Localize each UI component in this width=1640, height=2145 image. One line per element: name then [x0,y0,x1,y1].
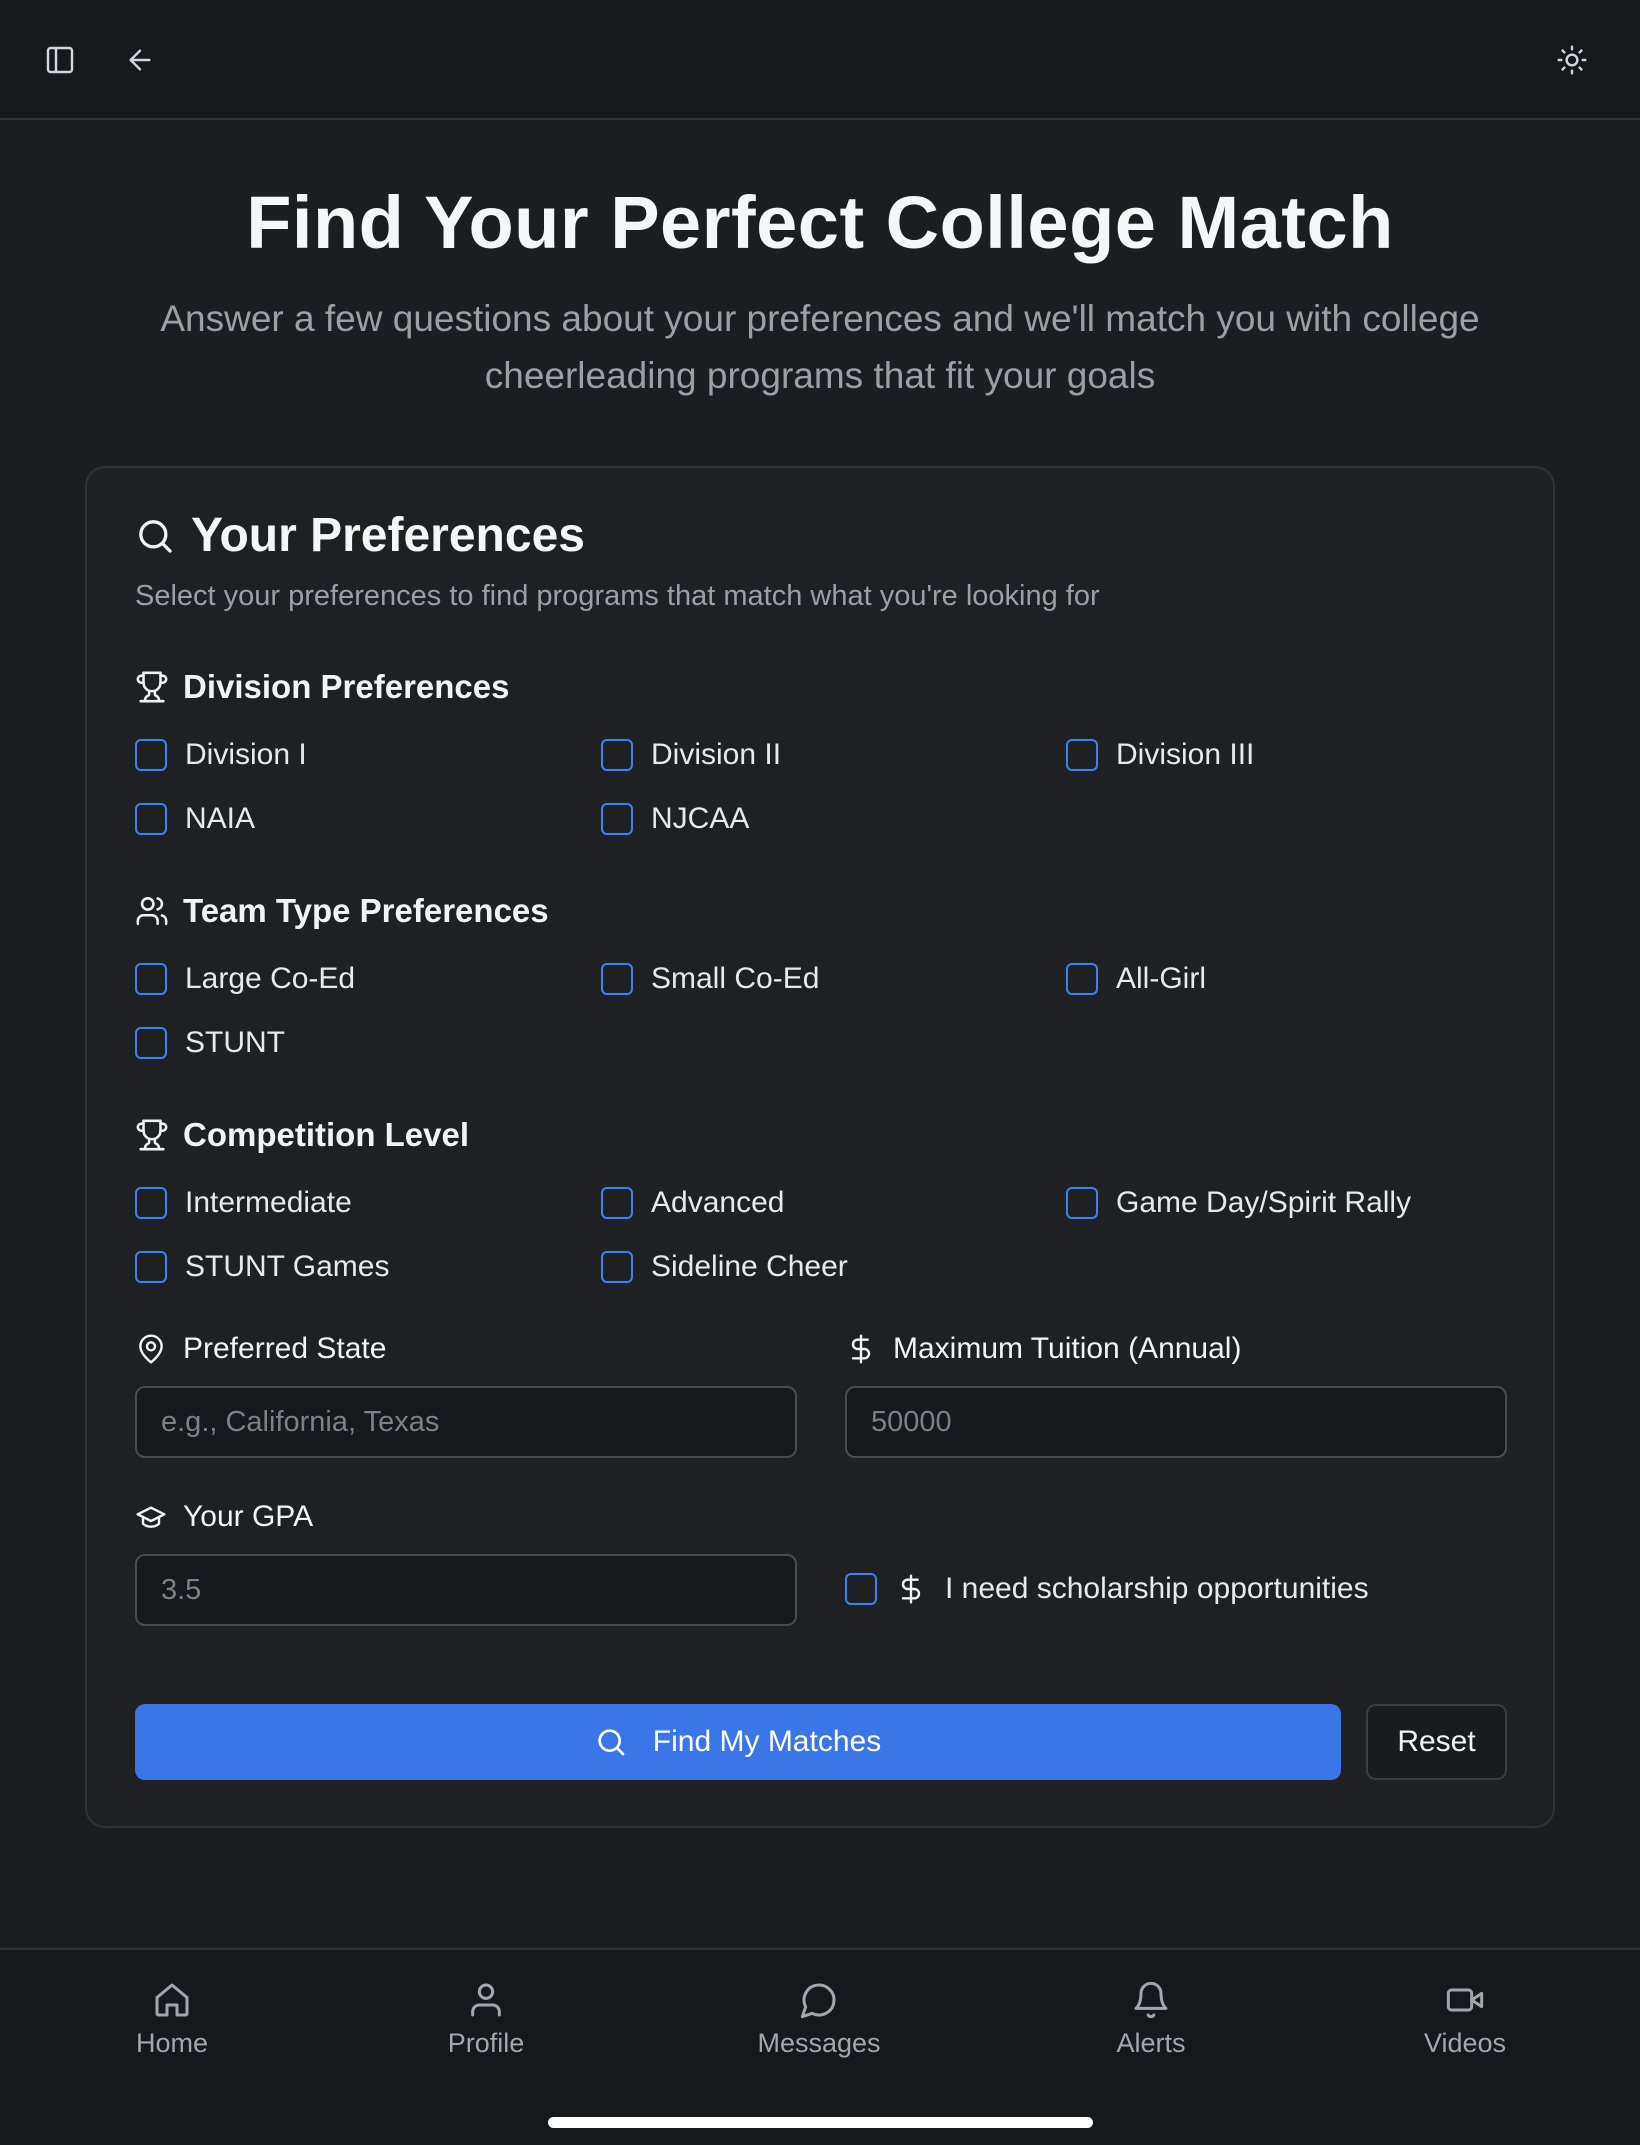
user-icon [466,1980,506,2020]
checkbox-label: Large Co-Ed [185,962,356,995]
message-circle-icon [799,1980,839,2020]
page-subtitle-line2: cheerleading programs that fit your goals [484,355,1156,396]
back-arrow-icon[interactable] [118,38,162,82]
checkbox-box[interactable] [135,1251,167,1283]
bottom-nav [0,1948,1640,2145]
map-pin-icon [135,1333,167,1365]
graduation-cap-icon [135,1501,167,1533]
division-section-heading [135,668,510,706]
nav-item-profile[interactable] [386,1980,586,2059]
nav-item-alerts[interactable] [1051,1980,1251,2059]
checkbox-division-ii[interactable] [601,738,781,772]
checkbox-all-girl[interactable] [1066,962,1206,996]
checkbox-label: I need scholarship opportunities [945,1572,1369,1605]
competition-section-title: Competition Level [183,1116,470,1153]
gpa-label [135,1500,313,1534]
checkbox-division-iii[interactable] [1066,738,1254,772]
card-header [135,508,585,563]
trophy-icon [135,1118,169,1152]
checkbox-label: STUNT Games [185,1250,390,1283]
checkbox-large-co-ed[interactable] [135,962,355,996]
card-title: Your Preferences [191,509,585,562]
checkbox-sideline-cheer[interactable] [601,1250,848,1284]
preferences-card [85,466,1555,1828]
checkbox-naia[interactable] [135,802,255,836]
dollar-icon [895,1573,927,1605]
gpa-label-text: Your GPA [183,1500,314,1533]
division-section-title: Division Preferences [183,668,510,705]
checkbox-label: NAIA [185,802,256,835]
max-tuition-input[interactable] [845,1386,1507,1458]
checkbox-box[interactable] [135,1187,167,1219]
bell-icon [1131,1980,1171,2020]
checkbox-box[interactable] [601,1251,633,1283]
checkbox-box[interactable] [135,739,167,771]
checkbox-label: NJCAA [651,802,750,835]
preferred-state-input[interactable] [135,1386,797,1458]
nav-label-home: Home [135,2028,209,2058]
checkbox-box[interactable] [1066,963,1098,995]
nav-label-messages: Messages [757,2028,881,2058]
checkbox-box[interactable] [601,1187,633,1219]
checkbox-box[interactable] [135,1027,167,1059]
dollar-icon [845,1333,877,1365]
nav-label-profile: Profile [447,2028,525,2058]
nav-item-messages[interactable] [719,1980,919,2059]
checkbox-box[interactable] [601,739,633,771]
max-tuition-label-text: Maximum Tuition (Annual) [893,1332,1242,1365]
checkbox-box[interactable] [1066,1187,1098,1219]
team-type-section-heading [135,892,549,930]
checkbox-label: Division I [185,738,307,771]
search-icon [595,1726,627,1758]
nav-item-home[interactable] [72,1980,272,2059]
checkbox-box[interactable] [845,1573,877,1605]
find-my-matches-button[interactable] [135,1704,1341,1780]
find-my-matches-label: Find My Matches [652,1725,882,1758]
team-type-section-title: Team Type Preferences [183,892,549,929]
checkbox-label: Division II [651,738,782,771]
page-subtitle [120,290,1520,404]
checkbox-box[interactable] [601,803,633,835]
video-camera-icon [1445,1980,1485,2020]
checkbox-label: Intermediate [185,1186,352,1219]
checkbox-box[interactable] [135,963,167,995]
preferred-state-label [135,1332,386,1366]
checkbox-label: STUNT [185,1026,285,1059]
nav-item-videos[interactable] [1365,1980,1565,2059]
sidebar-toggle-icon[interactable] [38,38,82,82]
checkbox-game-day-spirit-rally[interactable] [1066,1186,1411,1220]
checkbox-label: Game Day/Spirit Rally [1116,1186,1412,1219]
checkbox-label: Division III [1116,738,1255,771]
checkbox-advanced[interactable] [601,1186,784,1220]
card-description: Select your preferences to find programs that match what you're looking for [135,580,1100,612]
page-title: Find Your Perfect College Match [246,181,1394,264]
users-icon [135,894,169,928]
checkbox-scholarship[interactable] [845,1572,1369,1606]
reset-button[interactable]: Reset [1366,1704,1507,1780]
top-bar [0,0,1640,120]
checkbox-box[interactable] [601,963,633,995]
nav-label-videos: Videos [1423,2028,1507,2058]
preferred-state-label-text: Preferred State [183,1332,387,1365]
gpa-input[interactable] [135,1554,797,1626]
theme-toggle-sun-icon[interactable] [1550,38,1594,82]
checkbox-njcaa[interactable] [601,802,749,836]
checkbox-stunt-games[interactable] [135,1250,389,1284]
home-indicator [548,2117,1093,2128]
competition-section-heading [135,1116,469,1154]
checkbox-box[interactable] [1066,739,1098,771]
trophy-icon [135,670,169,704]
page-subtitle-line1: Answer a few questions about your preferences and we'll match you with college [160,298,1480,339]
max-tuition-label [845,1332,1241,1366]
nav-label-alerts: Alerts [1116,2028,1186,2058]
checkbox-label: Sideline Cheer [651,1250,848,1283]
checkbox-intermediate[interactable] [135,1186,352,1220]
checkbox-stunt[interactable] [135,1026,285,1060]
home-icon [152,1980,192,2020]
checkbox-small-co-ed[interactable] [601,962,819,996]
checkbox-label: Advanced [651,1186,785,1219]
checkbox-box[interactable] [135,803,167,835]
search-icon [135,516,175,556]
checkbox-label: Small Co-Ed [651,962,820,995]
checkbox-label: All-Girl [1116,962,1206,995]
checkbox-division-i[interactable] [135,738,307,772]
